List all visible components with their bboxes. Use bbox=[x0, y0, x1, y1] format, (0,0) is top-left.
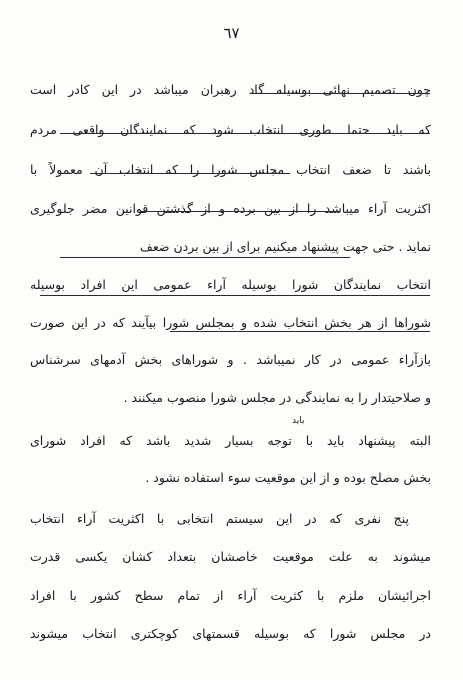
text-line-1: چون تصمیم نهائی بوسیله گاد رهبران میباشد در این کادر است bbox=[30, 82, 431, 97]
text-line-12: پنج نفری که در این سیستم انتخابی با اکثریت آراء انتخاب bbox=[30, 511, 409, 526]
text-line-5: نماید . حتی جهت پیشنهاد میکنیم برای از بین بردن ضعف bbox=[139, 239, 431, 254]
text-line-15: در مجلس شورا که بوسیله قسمتهای کوچکتری انتخاب میشوند bbox=[30, 626, 431, 641]
pen-strikethrough bbox=[90, 173, 290, 174]
pen-strikethrough bbox=[60, 133, 430, 134]
pen-underline bbox=[170, 331, 430, 332]
text-line-11: بخش مصلح بوده و از این موقعیت سوء استفاده نشود . bbox=[145, 470, 431, 485]
pen-underline bbox=[40, 295, 430, 296]
pen-strikethrough bbox=[140, 211, 340, 212]
text-line-9: و صلاحیتدار را به نمایندگی در مجلس شورا منصوب میکنند . bbox=[123, 390, 431, 405]
text-line-7: شوراها از هر بخش انتخاب شده و بمجلس شورا بیآیند که در این صورت bbox=[30, 315, 431, 330]
handwritten-insertion: باید bbox=[292, 416, 305, 426]
text-line-13: میشوند به علت موقعیت خاصشان بتعداد کشان یکسی قدرت bbox=[30, 549, 431, 564]
text-line-14: اجرائیشان ملزم با کثریت آراء از تمام سطح کشور با افراد bbox=[30, 588, 431, 603]
text-line-10: البته پیشنهاد باید با توجه بسیار شدید باشد که افراد شورای bbox=[30, 433, 431, 448]
text-line-4: اکثریت آراء میباشد را از بین برده و از گذشتن قوانین مضر جلوگیری bbox=[30, 201, 431, 216]
text-line-8: بازآراء عمومی در کار نمیباشد . و شوراهای بخش آدمهای سرشناس bbox=[30, 352, 431, 367]
page-number: ٦٧ bbox=[223, 24, 240, 42]
text-line-2: که باید حتما طوری انتخاب شود که نمایندگان واقعی مردم bbox=[30, 122, 431, 137]
pen-underline bbox=[60, 257, 350, 258]
text-line-6: انتخاب نمایندگان شورا بوسیله آراء عمومی این افراد بوسیله bbox=[30, 277, 431, 292]
pen-strikethrough bbox=[250, 93, 430, 94]
text-line-3: باشند تا ضعف انتخاب مجلس شورا را که انتخاب آن معمولاً با bbox=[30, 162, 431, 177]
